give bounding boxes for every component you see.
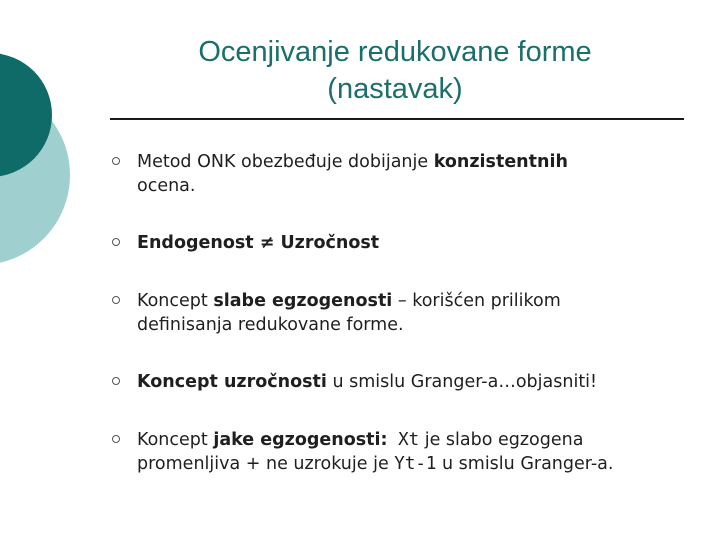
- variable-xt: Xt: [387, 430, 420, 450]
- title-line-1: Ocenjivanje redukovane forme: [198, 36, 592, 68]
- text-segment: u smislu Granger-a…objasniti!: [326, 372, 598, 392]
- text-segment: – korišćen prilikom: [392, 291, 561, 311]
- text-segment: ocena.: [137, 176, 196, 196]
- variable-yt-1: Yt-1: [394, 454, 437, 474]
- text-segment: Koncept: [137, 291, 214, 311]
- bullet-text: [137, 231, 697, 255]
- bullet-circle-icon: [112, 435, 120, 443]
- bold-term: jake egzogenosti:: [213, 430, 388, 450]
- title-line-2: (nastavak): [327, 73, 463, 105]
- bullet-text: [137, 428, 697, 476]
- bullet-circle-icon: [112, 238, 120, 246]
- text-segment: Koncept: [137, 430, 214, 450]
- bullet-text: [137, 370, 697, 394]
- bold-term: slabe egzogenosti: [213, 291, 393, 311]
- bullet-text: [137, 150, 697, 198]
- bullet-text: [137, 289, 697, 337]
- text-segment: Metod ONK obezbeđuje dobijanje: [137, 152, 434, 172]
- text-segment: promenljiva + ne uzrokuje je: [137, 454, 395, 474]
- text-segment: u smislu Granger-a.: [436, 454, 614, 474]
- slide-title: [150, 34, 640, 108]
- text-segment: je slabo egzogena: [419, 430, 584, 450]
- bold-term: konzistentnih: [433, 152, 568, 172]
- bold-term: Koncept uzročnosti: [137, 372, 327, 392]
- bold-term: Endogenost ≠ Uzročnost: [137, 233, 380, 253]
- text-segment: definisanja redukovane forme.: [137, 315, 404, 335]
- bullet-circle-icon: [112, 377, 120, 385]
- bullet-circle-icon: [112, 157, 120, 165]
- title-divider: [110, 118, 684, 120]
- bullet-circle-icon: [112, 296, 120, 304]
- decorative-circles: [0, 0, 110, 300]
